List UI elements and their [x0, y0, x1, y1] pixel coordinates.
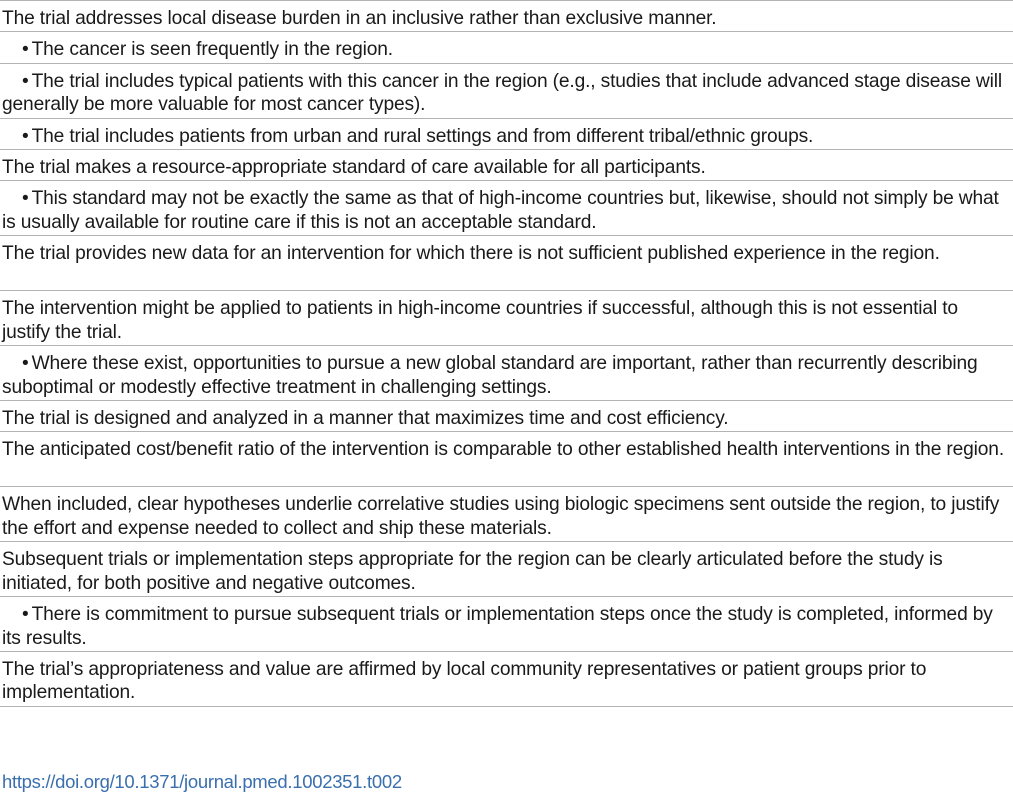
row-text: Where these exist, opportunities to pursue a new global standard are important, rather than recurrently describing suboptimal or modestly effective treatment in challenging settings. — [2, 353, 978, 398]
row-text: Subsequent trials or implementation steps appropriate for the region can be clearly articulated before the study is initiated, for both positive and negative outcomes. — [2, 549, 943, 594]
table-row — [0, 236, 1013, 291]
bullet-icon: • — [22, 39, 29, 61]
bullet-icon: • — [22, 125, 29, 147]
table-row — [0, 652, 1013, 707]
bullet-icon: • — [22, 604, 29, 626]
bullet-icon: • — [22, 188, 29, 210]
row-text: The anticipated cost/benefit ratio of the intervention is comparable to other established health interventions in the region. — [2, 439, 1005, 461]
doi-link[interactable]: https://doi.org/10.1371/journal.pmed.1002351.t002 — [2, 771, 402, 792]
table-row — [0, 119, 1013, 150]
bullet-icon: • — [22, 70, 29, 92]
row-text: The trial provides new data for an intervention for which there is not sufficient published experience in the region. — [2, 243, 940, 265]
table-row — [0, 401, 1013, 432]
row-text: The trial makes a resource-appropriate standard of care available for all participants. — [2, 157, 706, 179]
table-row — [0, 432, 1013, 487]
row-text: The trial is designed and analyzed in a manner that maximizes time and cost efficiency. — [2, 408, 729, 430]
row-text: The trial’s appropriateness and value are affirmed by local community representatives or patient groups prior to implementation. — [2, 658, 927, 704]
table-row — [0, 291, 1013, 346]
row-text: The trial includes patients from urban and rural settings and from different tribal/ethnic groups. — [31, 125, 814, 147]
table-row — [0, 542, 1013, 597]
table-row — [0, 346, 1013, 401]
table-row — [0, 597, 1013, 652]
table-row — [0, 64, 1013, 119]
row-text: There is commitment to pursue subsequent trials or implementation steps once the study is completed, informed by its results. — [2, 604, 993, 649]
row-text: When included, clear hypotheses underlie correlative studies using biologic specimens sent outside the region, to justify the effort and expense needed to collect and ship these materials. — [2, 494, 1000, 539]
row-text: The trial includes typical patients with this cancer in the region (e.g., studies that include advanced stage disease will generally be more valuable for most cancer types). — [2, 70, 1002, 116]
row-text: The cancer is seen frequently in the region. — [31, 39, 393, 61]
table-row — [0, 32, 1013, 63]
bullet-icon: • — [22, 353, 29, 375]
table-row — [0, 181, 1013, 236]
row-text: This standard may not be exactly the same as that of high-income countries but, likewise, should not simply be what is usually available for routine care if this is not an acceptable standard. — [2, 188, 999, 233]
table-row — [0, 150, 1013, 181]
row-text: The trial addresses local disease burden in an inclusive rather than exclusive manner. — [2, 8, 717, 29]
table-row — [0, 1, 1013, 32]
row-text: The intervention might be applied to patients in high-income countries if successful, although this is not essential to justify the trial. — [2, 298, 958, 343]
table-row — [0, 487, 1013, 542]
